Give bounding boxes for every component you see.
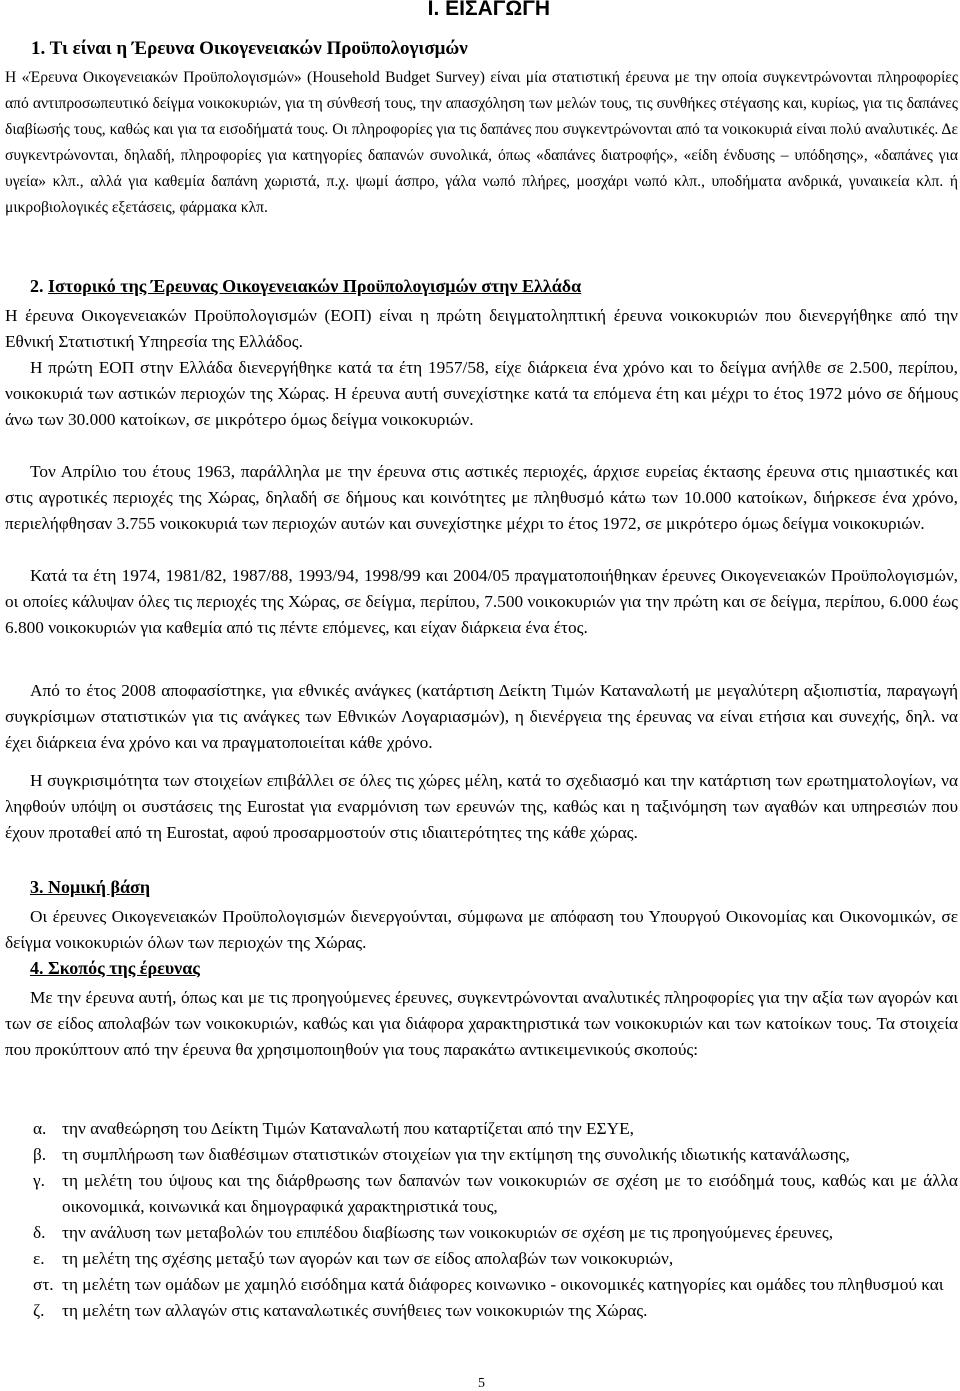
section-1-paragraph: Η «Έρευνα Οικογενειακών Προϋπολογισμών» (Household Budget Survey) είναι μία στατιστική έρευνα με την οποία συγκεντρώνονται πληροφορίες από αντιπροσωπευτικό δείγμα νοικοκυριών, για τη σύνθεσή τους, την απασχόληση των μελών τους, τις συνθήκες στέγασης και, κυρίως, για τις δαπάνες διαβίωσής τους, καθώς και για τα εισοδήματά τους. Οι πληροφορίες για τις δαπάνες που συγκεντρώνονται από τα νοικοκυριά είναι πολύ αναλυτικές. Δε συγκεντρώνονται, δηλαδή, πληροφορίες για κατηγορίες δαπανών συνολικά, όπως «δαπάνες διατροφής», «είδη ένδυσης – υπόδησης», «δαπάνες για υγεία» κλπ., αλλά για καθεμία δαπάνη χωριστά, π.χ. ψωμί άσπρο, γάλα νωπό πλήρες, μοσχάρι νωπό κλπ., υποδήματα ανδρικά, γυναικεία κλπ. ή μικροβιολογικές εξετάσεις, φάρμακα κλπ. bbox=[5, 69, 958, 216]
section-3-title bbox=[30, 877, 150, 898]
list-item-text: τη μελέτη της σχέσης μεταξύ των αγορών και των σε είδος απολαβών των νοικοκυριών, bbox=[62, 1249, 674, 1268]
list-item bbox=[5, 1116, 958, 1142]
section-2-paragraph-5: Από το έτος 2008 αποφασίστηκε, για εθνικές ανάγκες (κατάρτιση Δείκτη Τιμών Καταναλωτή με μεγαλύτερη αξιοπιστία, παραγωγή συγκρίσιμων στατιστικών για τις ανάγκες των Εθνικών Λογαριασμών), η διενέργεια της έρευνας να είναι ετήσια και συνεχής, δηλ. να έχει διάρκεια ένα χρόνο και να πραγματοποιείται κάθε χρόνο. bbox=[5, 681, 958, 752]
list-marker: δ. bbox=[33, 1223, 46, 1242]
objectives-list bbox=[5, 1116, 958, 1324]
list-item-text: τη μελέτη των ομάδων με χαμηλό εισόδημα κατά διάφορες κοινωνικο - οικονομικές κατηγορίες και ομάδες του πληθυσμού και bbox=[62, 1275, 944, 1294]
page-number: 5 bbox=[478, 1376, 485, 1391]
list-item bbox=[5, 1298, 958, 1324]
list-item bbox=[5, 1272, 958, 1298]
section-2-number: 2. bbox=[30, 276, 48, 296]
list-item-text: τη μελέτη των αλλαγών στις καταναλωτικές συνήθειες των νοικοκυριών της Χώρας. bbox=[62, 1301, 648, 1320]
section-2-paragraph-1: Η έρευνα Οικογενειακών Προϋπολογισμών (ΕΟΠ) είναι η πρώτη δειγματοληπτική έρευνα νοικοκυριών που διενεργήθηκε από την Εθνική Στατιστική Υπηρεσία της Ελλάδος. bbox=[5, 306, 958, 351]
list-marker: α. bbox=[33, 1119, 47, 1138]
list-marker: β. bbox=[33, 1145, 47, 1164]
list-item bbox=[5, 1168, 958, 1220]
list-marker: στ. bbox=[33, 1275, 54, 1294]
list-item-text: τη μελέτη του ύψους και της διάρθρωσης των δαπανών των νοικοκυριών σε σχέση με το εισόδημά τους, καθώς και με άλλα οικονομικά, κοινωνικά και δημογραφικά χαρακτηριστικά τους, bbox=[62, 1171, 958, 1216]
section-2-paragraph-3: Τον Απρίλιο του έτους 1963, παράλληλα με την έρευνα στις αστικές περιοχές, άρχισε ευρείας έκτασης έρευνα στις ημιαστικές και στις αγροτικές περιοχές της Χώρας, δηλαδή σε δήμους και κοινότητες με πληθυσμό κάτω των 10.000 κατοίκων, διήρκεσε ένα χρόνο, περιελήφθησαν 3.755 νοικοκυριά των περιοχών αυτών και συνεχίστηκε μέχρι το έτος 1972, σε μικρότερο όμως δείγμα νοικοκυριών. bbox=[5, 462, 958, 533]
list-marker: γ. bbox=[33, 1171, 45, 1190]
list-item-text: την ανάλυση των μεταβολών του επιπέδου διαβίωσης των νοικοκυριών σε σχέση με τις προηγούμενες έρευνες, bbox=[62, 1223, 834, 1242]
list-item-text: την αναθεώρηση του Δείκτη Τιμών Καταναλωτή που καταρτίζεται από την ΕΣΥΕ, bbox=[62, 1119, 634, 1138]
list-marker: ε. bbox=[33, 1249, 45, 1268]
section-1-title: 1. Τι είναι η Έρευνα Οικογενειακών Προϋπολογισμών bbox=[31, 38, 468, 59]
list-item bbox=[5, 1220, 958, 1246]
list-item bbox=[5, 1246, 958, 1272]
section-2-paragraph-4: Κατά τα έτη 1974, 1981/82, 1987/88, 1993/94, 1998/99 και 2004/05 πραγματοποιήθηκαν έρευνες Οικογενειακών Προϋπολογισμών, οι οποίες κάλυψαν όλες τις περιοχές της Χώρας, σε δείγμα, περίπου, 7.500 νοικοκυριών για την πρώτη και σε δείγμα, περίπου, 6.000 έως 6.800 νοικοκυριών για καθεμία από τις πέντε επόμενες, και είχαν διάρκεια ένα έτος. bbox=[5, 566, 958, 637]
section-2-title-text: Ιστορικό της Έρευνας Οικογενειακών Προϋπολογισμών στην Ελλάδα bbox=[48, 276, 582, 296]
list-item-text: τη συμπλήρωση των διαθέσιμων στατιστικών στοιχείων για την εκτίμηση της συνολικής ιδιωτικής κατανάλωσης, bbox=[62, 1145, 850, 1164]
section-3-paragraph: Οι έρευνες Οικογενειακών Προϋπολογισμών διενεργούνται, σύμφωνα με απόφαση του Υπουργού Οικονομίας και Οικονομικών, σε δείγμα νοικοκυριών όλων των περιοχών της Χώρας. bbox=[5, 907, 958, 952]
list-item bbox=[5, 1142, 958, 1168]
chapter-heading: Ι. ΕΙΣΑΓΩΓΗ bbox=[427, 0, 550, 20]
list-marker: ζ. bbox=[33, 1301, 45, 1320]
section-2-paragraph-6: Η συγκρισιμότητα των στοιχείων επιβάλλει σε όλες τις χώρες μέλη, κατά το σχεδιασμό και την κατάρτιση των ερωτηματολογίων, να ληφθούν υπόψη οι συστάσεις της Eurostat για εναρμόνιση των ερευνών της, καθώς και η ταξινόμηση των αγαθών και υπηρεσιών που έχουν προταθεί από τη Eurostat, αφού προσαρμοστούν στις ιδιαιτερότητες της κάθε χώρας. bbox=[5, 771, 958, 842]
section-3-title-text: 3. Νομική βάση bbox=[30, 877, 151, 897]
section-4-title bbox=[30, 958, 200, 979]
section-4-paragraph: Με την έρευνα αυτή, όπως και με τις προηγούμενες έρευνες, συγκεντρώνονται αναλυτικές πληροφορίες για την αξία των αγορών και των σε είδος απολαβών των νοικοκυριών, καθώς και για διάφορα χαρακτηριστικά των νοικοκυριών και των κατοίκων τους. Τα στοιχεία που προκύπτουν από την έρευνα θα χρησιμοποιηθούν για τους παρακάτω αντικειμενικούς σκοπούς: bbox=[5, 988, 958, 1059]
section-4-title-text: 4. Σκοπός της έρευνας bbox=[30, 958, 200, 978]
section-2-title bbox=[30, 276, 581, 297]
section-2-paragraph-2: Η πρώτη ΕΟΠ στην Ελλάδα διενεργήθηκε κατά τα έτη 1957/58, είχε διάρκεια ένα χρόνο και το δείγμα ανήλθε σε 2.500, περίπου, νοικοκυριά των αστικών περιοχών της Χώρας. Η έρευνα αυτή συνεχίστηκε κατά τα επόμενα έτη και μέχρι το έτος 1972 μόνο σε δήμους άνω των 30.000 κατοίκων, σε μικρότερο όμως δείγμα νοικοκυριών. bbox=[5, 358, 958, 429]
